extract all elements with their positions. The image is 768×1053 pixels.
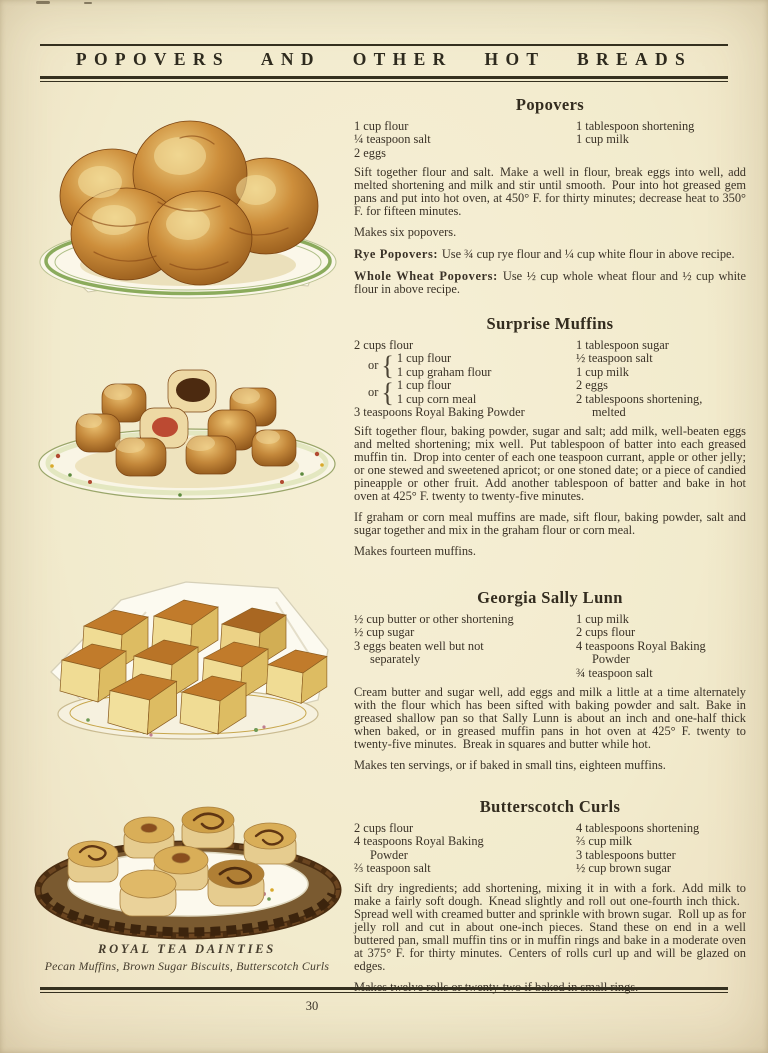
ingredient: 2 cups flour [354,821,414,835]
recipe-instructions: If graham or corn meal muffins are made, sift flour, baking powder, salt and sugar together and mix in the graham flour or corn meal. [354,510,746,538]
recipe-title: Butterscotch Curls [479,797,621,816]
ingredient: 1 cup corn meal [396,391,477,406]
tea-dainties-illustration [32,798,344,943]
recipe-instructions: Sift dry ingredients; add shortening, mixing it in with a fork. Add milk to make a fairly soft dough. Knead slightly and roll out one-fourth inch thick. Spread well with creamed butter and sprinkle with brown sugar. Roll up as for jelly roll and cut in about one-inch pieces. Stand these on end in a well buttered pan, small muffin tins or in muffin rings and bake in a moderate oven at 375° F. for thirty minutes. Centers of rolls curl up and will be glazed on edges. [354,880,746,973]
recipe-instructions: Cream butter and sugar well, add eggs and milk a little at a time alternately with the flour which has been sifted with baking powder and salt. Bake in greased shallow pan so that Sally Lunn is about an inch and one-half thick when baked, or in greased muffin pans in hot oven at 425° F. twenty to twenty-five minutes. Break in squares and butter while hot. [354,685,746,752]
popovers-plate-drawing [30,112,345,308]
ingredient: Powder [370,847,408,862]
variant-text: Use ½ cup whole wheat flour and ½ cup white flour in above recipe. [354,269,746,297]
header-rule-thin [40,81,728,82]
ingredient: 1 cup milk [576,132,629,147]
ingredient-alternative [368,352,576,379]
ingredient: 3 teaspoons Royal Baking Powder [354,405,525,420]
ingredient: 3 tablespoons butter [576,847,676,862]
ingredients-left [354,339,576,419]
recipe-georgia-sally-lunn [354,588,746,772]
scan-speck [36,1,50,4]
ingredient: 1 cup flour [396,351,452,366]
ingredient: 4 teaspoons Royal Baking [576,638,706,653]
header-rule-thick [40,76,728,79]
ingredients-right [576,339,746,419]
ingredient: ¾ teaspoon salt [576,665,653,680]
ingredient: 1 tablespoon shortening [576,119,695,133]
recipe-yield: Makes six popovers. [354,225,457,240]
page-title: POPOVERS AND OTHER HOT BREADS [75,49,693,69]
ingredients-right [576,120,746,160]
ingredient-columns [354,822,746,876]
ingredient-alternative [368,376,576,408]
recipe-yield: Makes ten servings, or if baked in small tins, eighteen muffins. [354,758,666,773]
scan-speck [84,2,92,4]
ingredient: ¼ teaspoon salt [354,132,431,147]
ingredients-left [354,120,576,160]
recipe-variant [354,248,746,261]
variant-label: Rye Popovers: [354,247,439,262]
ingredient: 4 tablespoons shortening [576,821,700,835]
ingredient: 1 cup milk [576,612,629,626]
brace-icon: { [381,350,394,381]
surprise-muffins-illustration [30,348,345,506]
ingredient: 1 cup flour [396,378,452,393]
sally-lunn-plate-drawing [26,572,346,744]
ingredient: 1 tablespoon sugar [576,338,669,352]
recipe-title: Popovers [515,95,585,114]
basket-drawing [32,798,344,943]
recipe-variant [354,270,746,296]
ingredient: ½ cup butter or other shortening [354,612,514,626]
or-label: or [368,358,379,373]
ingredient: ⅔ teaspoon salt [354,861,431,876]
ingredients-right [576,822,746,876]
ingredient: melted [592,405,626,420]
recipe-instructions: Sift together flour and salt. Make a well in flour, break eggs into well, add melted shortening and milk and stir until smooth. Pour into hot greased gem pans and put into hot oven, at 450° F. for thirty minutes; decrease heat to 350° F. for fifteen minutes. [354,165,746,219]
recipe-yield: Makes fourteen muffins. [354,544,476,559]
ingredient: 1 cup milk [576,364,629,379]
variant-text: Use ¾ cup rye flour and ¼ cup white flour in above recipe. [441,247,735,262]
ingredient: ½ cup sugar [354,625,415,640]
recipe-title: Georgia Sally Lunn [477,588,623,607]
ingredient: 1 cup graham flour [396,364,492,379]
header-rule-top [40,44,728,46]
ingredient: 2 tablespoons shortening, [576,391,703,406]
ingredient: 2 cups flour [354,338,414,352]
ingredient: 1 cup flour [354,119,409,133]
ingredient: 4 teaspoons Royal Baking [354,834,484,849]
sally-lunn-illustration [26,572,346,744]
illustration-caption [4,942,370,974]
ingredient: ⅔ cup milk [576,834,633,849]
footer-rule-thin [40,992,728,993]
or-label: or [368,385,379,400]
ingredient: 2 eggs [576,378,609,393]
ingredient: ½ cup brown sugar [576,861,671,876]
recipe-title: Surprise Muffins [486,314,614,333]
ingredient: separately [370,652,421,667]
popovers-illustration [30,112,345,308]
brace-icon: { [381,376,394,408]
variant-label: Whole Wheat Popovers: [354,269,498,284]
ingredient: 3 eggs beaten well but not [354,638,484,653]
ingredient-columns [354,613,746,680]
ingredient: 2 eggs [354,145,387,160]
ingredient: 2 cups flour [576,625,636,640]
caption-subtitle: Pecan Muffins, Brown Sugar Biscuits, Butterscotch Curls [44,959,330,973]
recipe-surprise-muffins [354,314,746,558]
recipe-instructions: Sift together flour, baking powder, sugar and salt; add milk, well-beaten eggs and melted shortening; mix well. Put tablespoon of batter into each greased muffin tin. Drop into center of each one teaspoon currant, apple or other jelly; or one stewed and sweetened apricot; or one stoned date; or a piece of candied pineapple or other fruit. Add another tablespoon of batter and bake in hot oven at 425° F. twenty to twenty-five minutes. [354,424,746,504]
ingredient: Powder [592,652,630,667]
recipe-butterscotch-curls [354,797,746,994]
page-number: 30 [305,999,319,1013]
ingredients-left [354,822,576,876]
muffins-plate-drawing [30,348,345,506]
ingredients-left [354,613,576,680]
ingredients-right [576,613,746,680]
recipe-popovers [354,95,746,296]
ingredient-columns [354,120,746,160]
footer-rule-thick [40,987,728,990]
ingredient-columns [354,339,746,419]
ingredient: ½ teaspoon salt [576,351,653,366]
caption-title: ROYAL TEA DAINTIES [98,942,276,956]
